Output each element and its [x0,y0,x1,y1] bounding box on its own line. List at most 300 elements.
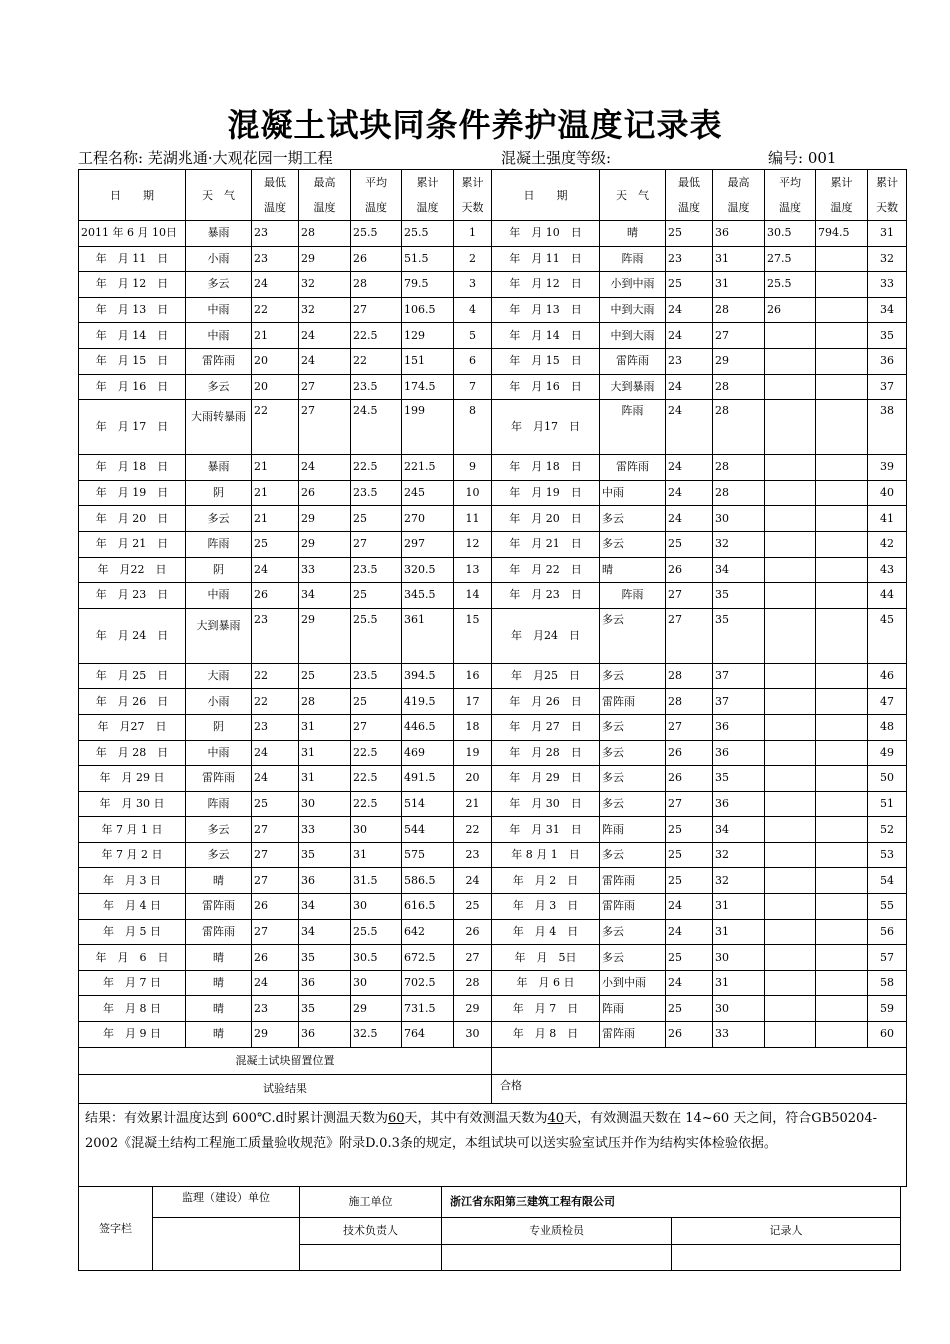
cell-tmin: 21 [252,455,299,481]
table-header-row [79,170,907,221]
cell-tcum [816,689,868,715]
cell-tavg [765,531,816,557]
cell-date: 年 月 6 日 [492,970,600,996]
cell-tcum: 270 [402,506,454,532]
cell-tmin: 29 [252,1022,299,1048]
cell-days: 59 [868,996,907,1022]
cell-date: 年 月 19 日 [492,480,600,506]
cell-days: 21 [454,791,492,817]
cell-tavg: 23.5 [351,480,402,506]
cell-tmax: 33 [713,1022,765,1048]
cell-tmin: 23 [252,221,299,247]
cell-tavg [765,919,816,945]
cell-tcum [816,400,868,455]
cell-days: 30 [454,1022,492,1048]
cell-tcum [816,996,868,1022]
cell-date: 年 月 3 日 [492,894,600,920]
cell-tavg: 23.5 [351,663,402,689]
col-header-tmin: 最低 温度 [252,170,299,221]
qc-signature-cell [442,1245,672,1271]
cell-days: 57 [868,945,907,971]
cell-days: 50 [868,766,907,792]
cell-weather: 大到暴雨 [600,374,666,400]
cell-tcum [816,919,868,945]
cell-days: 49 [868,740,907,766]
cell-tmax: 29 [299,531,351,557]
col-header-tavg: 平均 温度 [351,170,402,221]
form-header [78,147,900,167]
table-row [79,817,907,843]
cell-tmin: 25 [666,272,713,298]
cell-tmin: 21 [252,480,299,506]
cell-days: 6 [454,348,492,374]
cell-tmax: 36 [299,868,351,894]
cell-days: 60 [868,1022,907,1048]
cell-tcum: 419.5 [402,689,454,715]
location-label: 混凝土试块留置位置 [79,1047,492,1074]
cell-tavg: 30 [351,970,402,996]
sign-section-label: 签字栏 [79,1187,153,1271]
cell-tavg: 30.5 [351,945,402,971]
cell-weather: 雷阵雨 [600,348,666,374]
cell-tavg [765,817,816,843]
cell-tmax: 31 [713,919,765,945]
col-header-weather: 天 气 [186,170,252,221]
result-label: 试验结果 [79,1074,492,1104]
cell-tmin: 22 [252,663,299,689]
cell-weather: 阴 [186,714,252,740]
cell-weather: 多云 [600,608,666,663]
cell-tmin: 26 [666,557,713,583]
cell-days: 5 [454,323,492,349]
cell-tcum [816,894,868,920]
cell-tavg [765,868,816,894]
cell-days: 26 [454,919,492,945]
cell-date: 年 月17 日 [492,400,600,455]
cell-tcum: 446.5 [402,714,454,740]
cell-tmin: 24 [666,480,713,506]
table-row [79,221,907,247]
table-row [79,455,907,481]
cell-days: 52 [868,817,907,843]
cell-tmax: 36 [713,740,765,766]
col-header-days: 累计 天数 [868,170,907,221]
cell-days: 46 [868,663,907,689]
col-header-days: 累计 天数 [454,170,492,221]
cell-tcum [816,945,868,971]
cell-tcum: 174.5 [402,374,454,400]
col-header-tmax: 最高 温度 [713,170,765,221]
cell-days: 11 [454,506,492,532]
cell-tmax: 30 [713,945,765,971]
cell-weather: 阵雨 [600,583,666,609]
cell-tavg: 27 [351,531,402,557]
cell-tmax: 28 [713,374,765,400]
cell-tavg: 28 [351,272,402,298]
cell-weather: 大到暴雨 [186,608,252,663]
cell-days: 9 [454,455,492,481]
cell-tavg [765,842,816,868]
cell-tavg [765,766,816,792]
cell-tmin: 24 [666,455,713,481]
cell-tmin: 26 [252,945,299,971]
cell-weather: 小雨 [186,246,252,272]
cell-days: 32 [868,246,907,272]
cell-tmin: 24 [666,297,713,323]
table-row [79,894,907,920]
cell-tavg [765,557,816,583]
cell-tmin: 23 [666,348,713,374]
cell-days: 56 [868,919,907,945]
cell-tmax: 28 [713,455,765,481]
contractor-label: 施工单位 [300,1187,442,1218]
cell-days: 16 [454,663,492,689]
cell-tmax: 36 [713,714,765,740]
cell-weather: 小到中雨 [600,272,666,298]
cell-tmax: 30 [713,996,765,1022]
cell-tcum [816,1022,868,1048]
cell-tavg [765,374,816,400]
cell-tavg: 31.5 [351,868,402,894]
recorder-signature-cell [672,1245,901,1271]
cell-tmin: 23 [252,996,299,1022]
concrete-grade: 混凝土强度等级: [501,149,612,167]
cell-days: 3 [454,272,492,298]
cell-days: 54 [868,868,907,894]
cell-tcum: 320.5 [402,557,454,583]
col-header-date: 日 期 [492,170,600,221]
cell-weather: 多云 [186,374,252,400]
cell-tcum: 129 [402,323,454,349]
cell-tcum: 361 [402,608,454,663]
cell-tavg: 27.5 [765,246,816,272]
cell-tmax: 35 [713,608,765,663]
form-number: 编号: 001 [768,149,837,167]
cell-weather: 大雨转暴雨 [186,400,252,455]
table-row [79,689,907,715]
cell-days: 28 [454,970,492,996]
cell-tmin: 27 [252,817,299,843]
cell-tmin: 27 [252,868,299,894]
cell-tmax: 28 [713,480,765,506]
cell-tmin: 24 [666,919,713,945]
cell-tmax: 33 [299,557,351,583]
table-row [79,766,907,792]
cell-tavg [765,506,816,532]
cell-tcum: 106.5 [402,297,454,323]
cell-days: 38 [868,400,907,455]
cell-tmax: 34 [299,919,351,945]
cell-weather: 晴 [600,557,666,583]
cell-tmax: 27 [299,400,351,455]
cell-tavg: 30.5 [765,221,816,247]
cell-tavg: 27 [351,714,402,740]
cell-tavg [765,1022,816,1048]
cell-days: 13 [454,557,492,583]
table-row [79,714,907,740]
cell-date: 2011 年 6 月 10日 [79,221,186,247]
cell-tmin: 24 [252,740,299,766]
cell-tmin: 24 [252,272,299,298]
cell-weather: 雷阵雨 [186,919,252,945]
project-name: 工程名称: 芜湖兆通·大观花园一期工程 [78,149,333,167]
recorder-label: 记录人 [672,1218,901,1245]
cell-tmin: 24 [666,374,713,400]
cell-tcum [816,246,868,272]
cell-days: 45 [868,608,907,663]
cell-tavg [765,455,816,481]
cell-tmax: 35 [299,996,351,1022]
cell-days: 48 [868,714,907,740]
cell-tmax: 35 [713,766,765,792]
cell-days: 47 [868,689,907,715]
qc-inspector-label: 专业质检员 [442,1218,672,1245]
col-header-tcum: 累计 温度 [816,170,868,221]
cell-tmin: 25 [666,945,713,971]
cell-date: 年 月 19 日 [79,480,186,506]
table-row [79,740,907,766]
cell-tmin: 25 [252,531,299,557]
tech-lead-label: 技术负责人 [300,1218,442,1245]
table-row [79,970,907,996]
cell-tmin: 24 [252,766,299,792]
cell-tavg: 25.5 [351,221,402,247]
cell-weather: 阴 [186,557,252,583]
cell-tmin: 25 [666,868,713,894]
cell-date: 年 8 月 1 日 [492,842,600,868]
cell-tmin: 25 [252,791,299,817]
cell-date: 年 月 7 日 [79,970,186,996]
cell-tcum [816,583,868,609]
cell-days: 4 [454,297,492,323]
cell-tcum: 491.5 [402,766,454,792]
cell-date: 年 月 21 日 [492,531,600,557]
signature-table [78,1186,901,1271]
cell-tavg: 22.5 [351,766,402,792]
table-row [79,583,907,609]
cell-date: 年 月 26 日 [79,689,186,715]
table-row [79,348,907,374]
cell-days: 55 [868,894,907,920]
cell-date: 年 月 23 日 [492,583,600,609]
cell-tmax: 35 [713,583,765,609]
cell-tmin: 28 [666,663,713,689]
cell-days: 43 [868,557,907,583]
cell-days: 37 [868,374,907,400]
cell-date: 年 月 15 日 [79,348,186,374]
cell-days: 7 [454,374,492,400]
cell-tmin: 26 [252,894,299,920]
cell-days: 58 [868,970,907,996]
cell-weather: 小雨 [186,689,252,715]
cell-tavg: 27 [351,297,402,323]
cell-date: 年 月 29 日 [79,766,186,792]
cell-days: 51 [868,791,907,817]
cell-tmin: 20 [252,374,299,400]
cell-date: 年 月 3 日 [79,868,186,894]
cell-tmax: 24 [299,455,351,481]
cell-tavg [765,996,816,1022]
cell-days: 8 [454,400,492,455]
cell-tcum: 586.5 [402,868,454,894]
cell-date: 年 月 26 日 [492,689,600,715]
cell-tavg [765,323,816,349]
cell-tcum [816,506,868,532]
cell-tmax: 28 [713,400,765,455]
cell-weather: 暴雨 [186,455,252,481]
cell-tmin: 26 [252,583,299,609]
cell-weather: 小到中雨 [600,970,666,996]
cell-weather: 晴 [186,996,252,1022]
cell-tcum [816,348,868,374]
cell-date: 年 月 14 日 [79,323,186,349]
cell-weather: 雷阵雨 [186,766,252,792]
cell-tmax: 24 [299,348,351,374]
cell-tmax: 37 [713,689,765,715]
cell-tmin: 27 [666,608,713,663]
cell-tavg [765,608,816,663]
cell-date: 年 月 30 日 [79,791,186,817]
cell-tcum [816,740,868,766]
cell-date: 年 月 7 日 [492,996,600,1022]
cell-date: 年 月 2 日 [492,868,600,894]
cell-tmax: 36 [713,221,765,247]
cell-days: 34 [868,297,907,323]
cell-days: 15 [454,608,492,663]
cell-tcum: 764 [402,1022,454,1048]
cell-date: 年 月24 日 [492,608,600,663]
cell-tmin: 25 [666,817,713,843]
cell-tmin: 28 [666,689,713,715]
cell-tmax: 32 [713,868,765,894]
result-value: 合格 [492,1074,907,1104]
cell-date: 年 月 6 日 [79,945,186,971]
cell-weather: 大雨 [186,663,252,689]
table-row [79,663,907,689]
cell-tmax: 28 [299,221,351,247]
cell-days: 42 [868,531,907,557]
cell-weather: 中到大雨 [600,297,666,323]
cell-weather: 晴 [600,221,666,247]
cell-weather: 中雨 [186,583,252,609]
location-value [492,1047,907,1074]
cell-tavg: 22.5 [351,740,402,766]
cell-days: 23 [454,842,492,868]
cell-weather: 雷阵雨 [186,348,252,374]
col-header-tmax: 最高 温度 [299,170,351,221]
cell-tmax: 33 [299,817,351,843]
cell-tmin: 21 [252,323,299,349]
cell-tmin: 25 [666,996,713,1022]
cell-tmax: 27 [713,323,765,349]
cell-weather: 晴 [186,945,252,971]
cell-weather: 多云 [186,272,252,298]
cell-tcum: 51.5 [402,246,454,272]
page-title: 混凝土试块同条件养护温度记录表 [227,106,723,144]
cell-tcum: 151 [402,348,454,374]
cell-tcum: 731.5 [402,996,454,1022]
cell-date: 年 月 25 日 [79,663,186,689]
cell-tcum: 79.5 [402,272,454,298]
cell-days: 27 [454,945,492,971]
cell-tcum [816,557,868,583]
cell-weather: 中到大雨 [600,323,666,349]
cell-tavg: 23.5 [351,374,402,400]
cell-date: 年 月 10 日 [492,221,600,247]
cell-date: 年 月 4 日 [79,894,186,920]
cell-tavg: 25.5 [351,919,402,945]
cell-tmin: 27 [666,714,713,740]
cell-weather: 雷阵雨 [186,894,252,920]
cell-date: 年 月 20 日 [79,506,186,532]
cell-tmin: 23 [252,246,299,272]
cell-tmax: 26 [299,480,351,506]
cell-tcum: 394.5 [402,663,454,689]
cell-tmin: 22 [252,400,299,455]
cell-tavg [765,894,816,920]
cell-days: 20 [454,766,492,792]
cell-days: 36 [868,348,907,374]
cell-tmax: 29 [299,246,351,272]
cell-weather: 晴 [186,1022,252,1048]
cell-weather: 中雨 [186,740,252,766]
cell-tavg: 22.5 [351,791,402,817]
cell-tmin: 23 [252,714,299,740]
cell-date: 年 月 13 日 [492,297,600,323]
cell-days: 19 [454,740,492,766]
cell-tavg: 30 [351,817,402,843]
cell-tmin: 26 [666,766,713,792]
cell-tcum [816,531,868,557]
cell-tavg [765,970,816,996]
cell-tmin: 24 [252,557,299,583]
cell-tmax: 24 [299,323,351,349]
cell-tcum [816,323,868,349]
cell-tmax: 32 [299,297,351,323]
table-row [79,919,907,945]
cell-days: 33 [868,272,907,298]
cell-tmax: 36 [299,970,351,996]
cell-days: 17 [454,689,492,715]
cell-tcum [816,868,868,894]
cell-days: 40 [868,480,907,506]
cell-days: 10 [454,480,492,506]
cell-date: 年 月 18 日 [492,455,600,481]
cell-days: 41 [868,506,907,532]
cell-date: 年 月 14 日 [492,323,600,349]
cell-tmax: 31 [299,714,351,740]
cell-days: 29 [454,996,492,1022]
cell-weather: 多云 [600,919,666,945]
cell-tavg: 24.5 [351,400,402,455]
cell-weather: 多云 [186,817,252,843]
cell-tmin: 22 [252,689,299,715]
table-row [79,842,907,868]
cell-date: 年 月 30 日 [492,791,600,817]
cell-date: 年 7 月 1 日 [79,817,186,843]
cell-tmin: 24 [666,400,713,455]
cell-tavg [765,400,816,455]
cell-date: 年 月 22 日 [492,557,600,583]
table-row [79,945,907,971]
cell-tavg: 22.5 [351,455,402,481]
cell-tavg [765,945,816,971]
table-row [79,374,907,400]
cell-tmax: 32 [713,531,765,557]
cell-weather: 暴雨 [186,221,252,247]
cell-tavg: 30 [351,894,402,920]
cell-weather: 多云 [600,506,666,532]
